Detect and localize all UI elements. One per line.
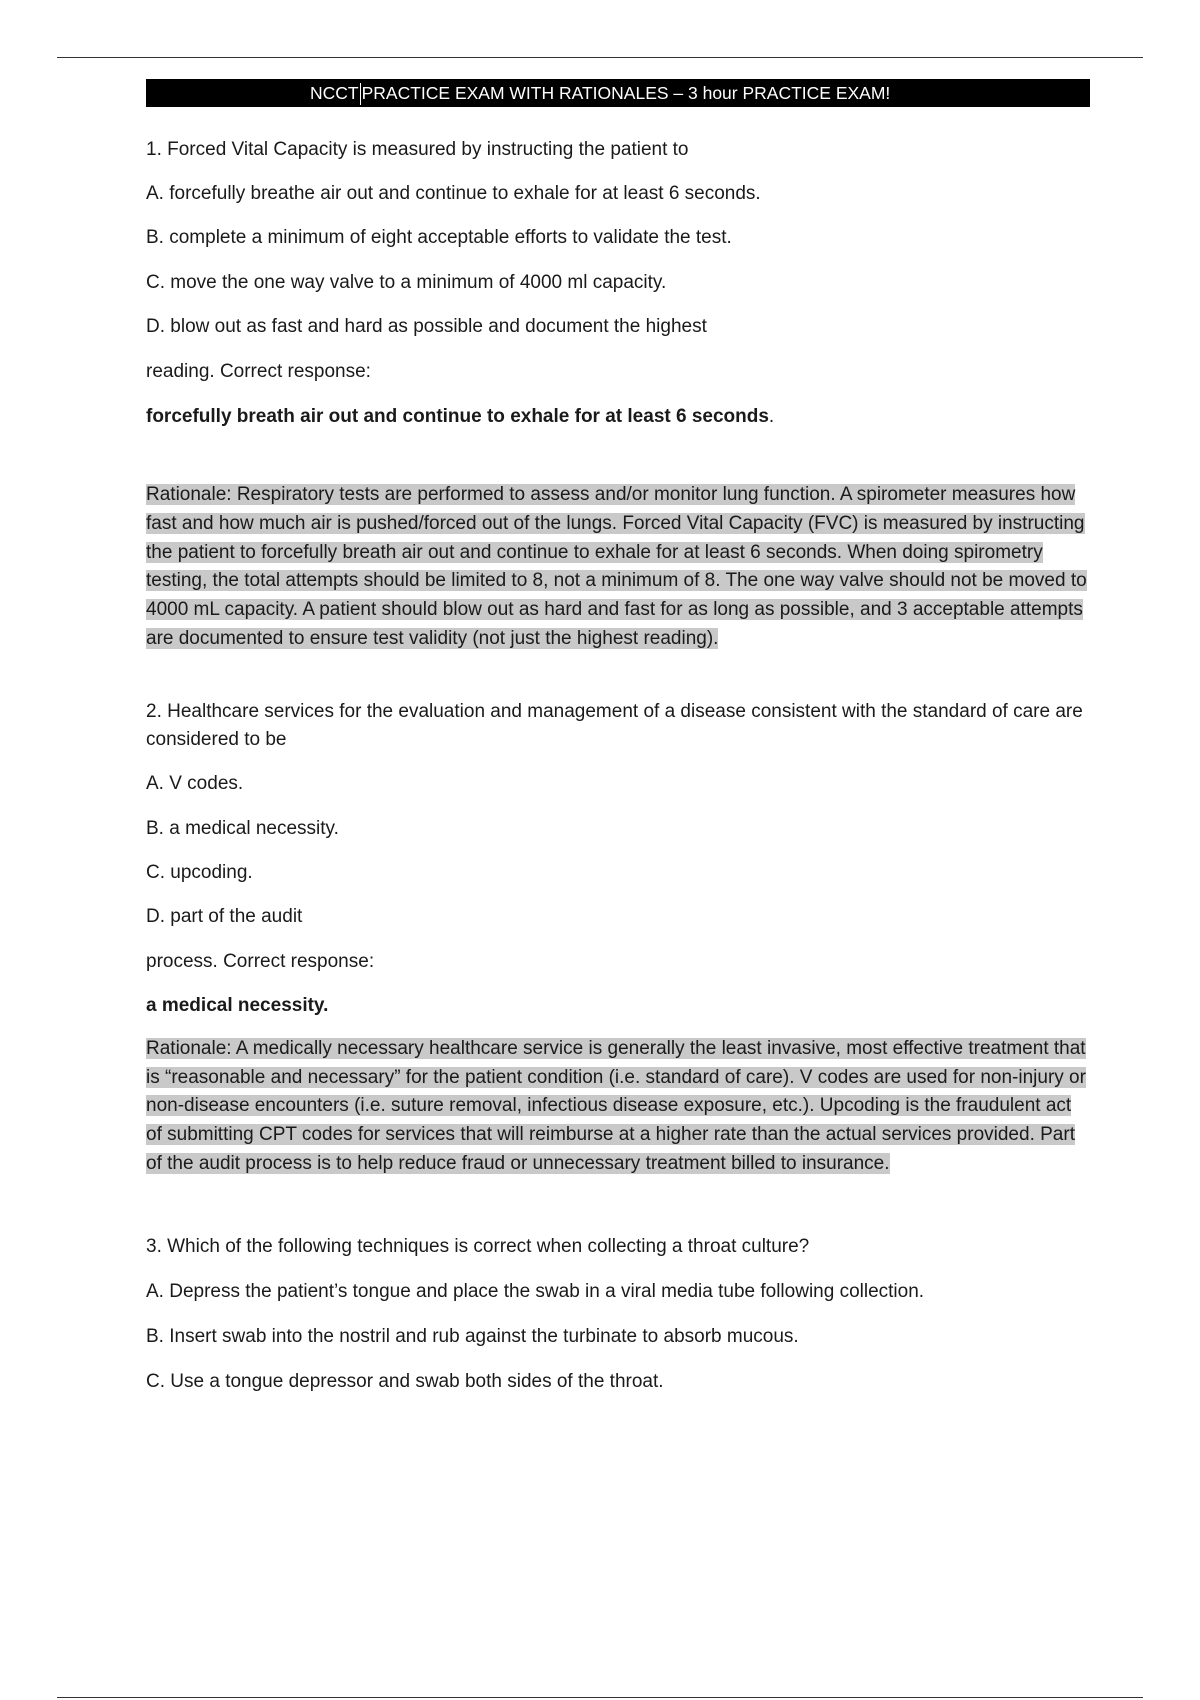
question-2-option-a: A. V codes. [146,772,244,794]
question-1-answer-text: forcefully breath air out and continue to exhale for at least 6 seconds [146,406,769,427]
title-left: NCCT [310,83,359,103]
document-page [146,79,1090,1396]
question-1-stem: 1. Forced Vital Capacity is measured by instructing the patient to [146,139,689,160]
question-3-option-a: A. Depress the patient’s tongue and place the swab in a viral media tube following collection. [146,1280,925,1302]
text-cursor-icon [360,83,361,105]
question-2-rationale [146,1035,1090,1179]
question-1-option-b: B. complete a minimum of eight acceptable efforts to validate the test. [146,227,732,248]
question-1-answer-period: . [768,406,775,427]
question-2-answer: a medical necessity. [146,994,329,1016]
question-3-option-b: B. Insert swab into the nostril and rub against the turbinate to absorb mucous. [146,1325,799,1347]
question-1-rationale [146,481,1090,654]
question-1-option-d: D. blow out as fast and hard as possible and document the highest [146,316,707,337]
page-title [310,79,890,107]
question-1-option-c: C. move the one way valve to a minimum of 4000 ml capacity. [146,272,667,293]
title-right: PRACTICE EXAM WITH RATIONALES – 3 hour PRACTICE EXAM! [361,83,891,103]
question-3-stem: 3. Which of the following techniques is correct when collecting a throat culture? [146,1235,810,1257]
question-3-option-c: C. Use a tongue depressor and swab both sides of the throat. [146,1370,664,1392]
question-1-answer [146,403,1090,431]
question-1-response-label: reading. Correct response: [146,361,371,382]
question-2-option-b: B. a medical necessity. [146,817,339,839]
question-1-rationale-text: Rationale: Respiratory tests are performed to assess and/or monitor lung function. A spirometer measures how fast and how much air is pushed/forced out of the lungs. Forced Vital Capacity (FVC) is measured by instructing the patient to forcefully breath air out and continue to exhale for at least 6 seconds. When doing spirometry testing, the total attempts should be limited to 8, not a minimum of 8. The one way valve should not be moved to 4000 mL capacity. A patient should blow out as hard and fast for as long as possible, and 3 acceptable attempts are documented to ensure test validity (not just the highest reading). [146,484,1087,649]
title-bar [146,79,1090,107]
question-2-response-label: process. Correct response: [146,950,375,972]
question-2-rationale-text: Rationale: A medically necessary healthcare service is generally the least invasive, most effective treatment that is “reasonable and necessary” for the patient condition (i.e. standard of care). V codes are used for non-injury or non-disease encounters (i.e. suture removal, infectious disease exposure, etc.). Upcoding is the fraudulent act of submitting CPT codes for services that will reimburse at a higher rate than the actual services provided. Part of the audit process is to help reduce fraud or unnecessary treatment billed to insurance. [146,1037,1086,1174]
bottom-rule [57,1697,1143,1698]
question-2-option-d: D. part of the audit [146,905,303,927]
question-1-option-a: A. forcefully breathe air out and continue to exhale for at least 6 seconds. [146,183,761,204]
question-2-stem: 2. Healthcare services for the evaluation and management of a disease consistent with the standard of care are considered to be [146,700,1083,750]
question-2-option-c: C. upcoding. [146,861,253,883]
top-rule [57,57,1143,58]
